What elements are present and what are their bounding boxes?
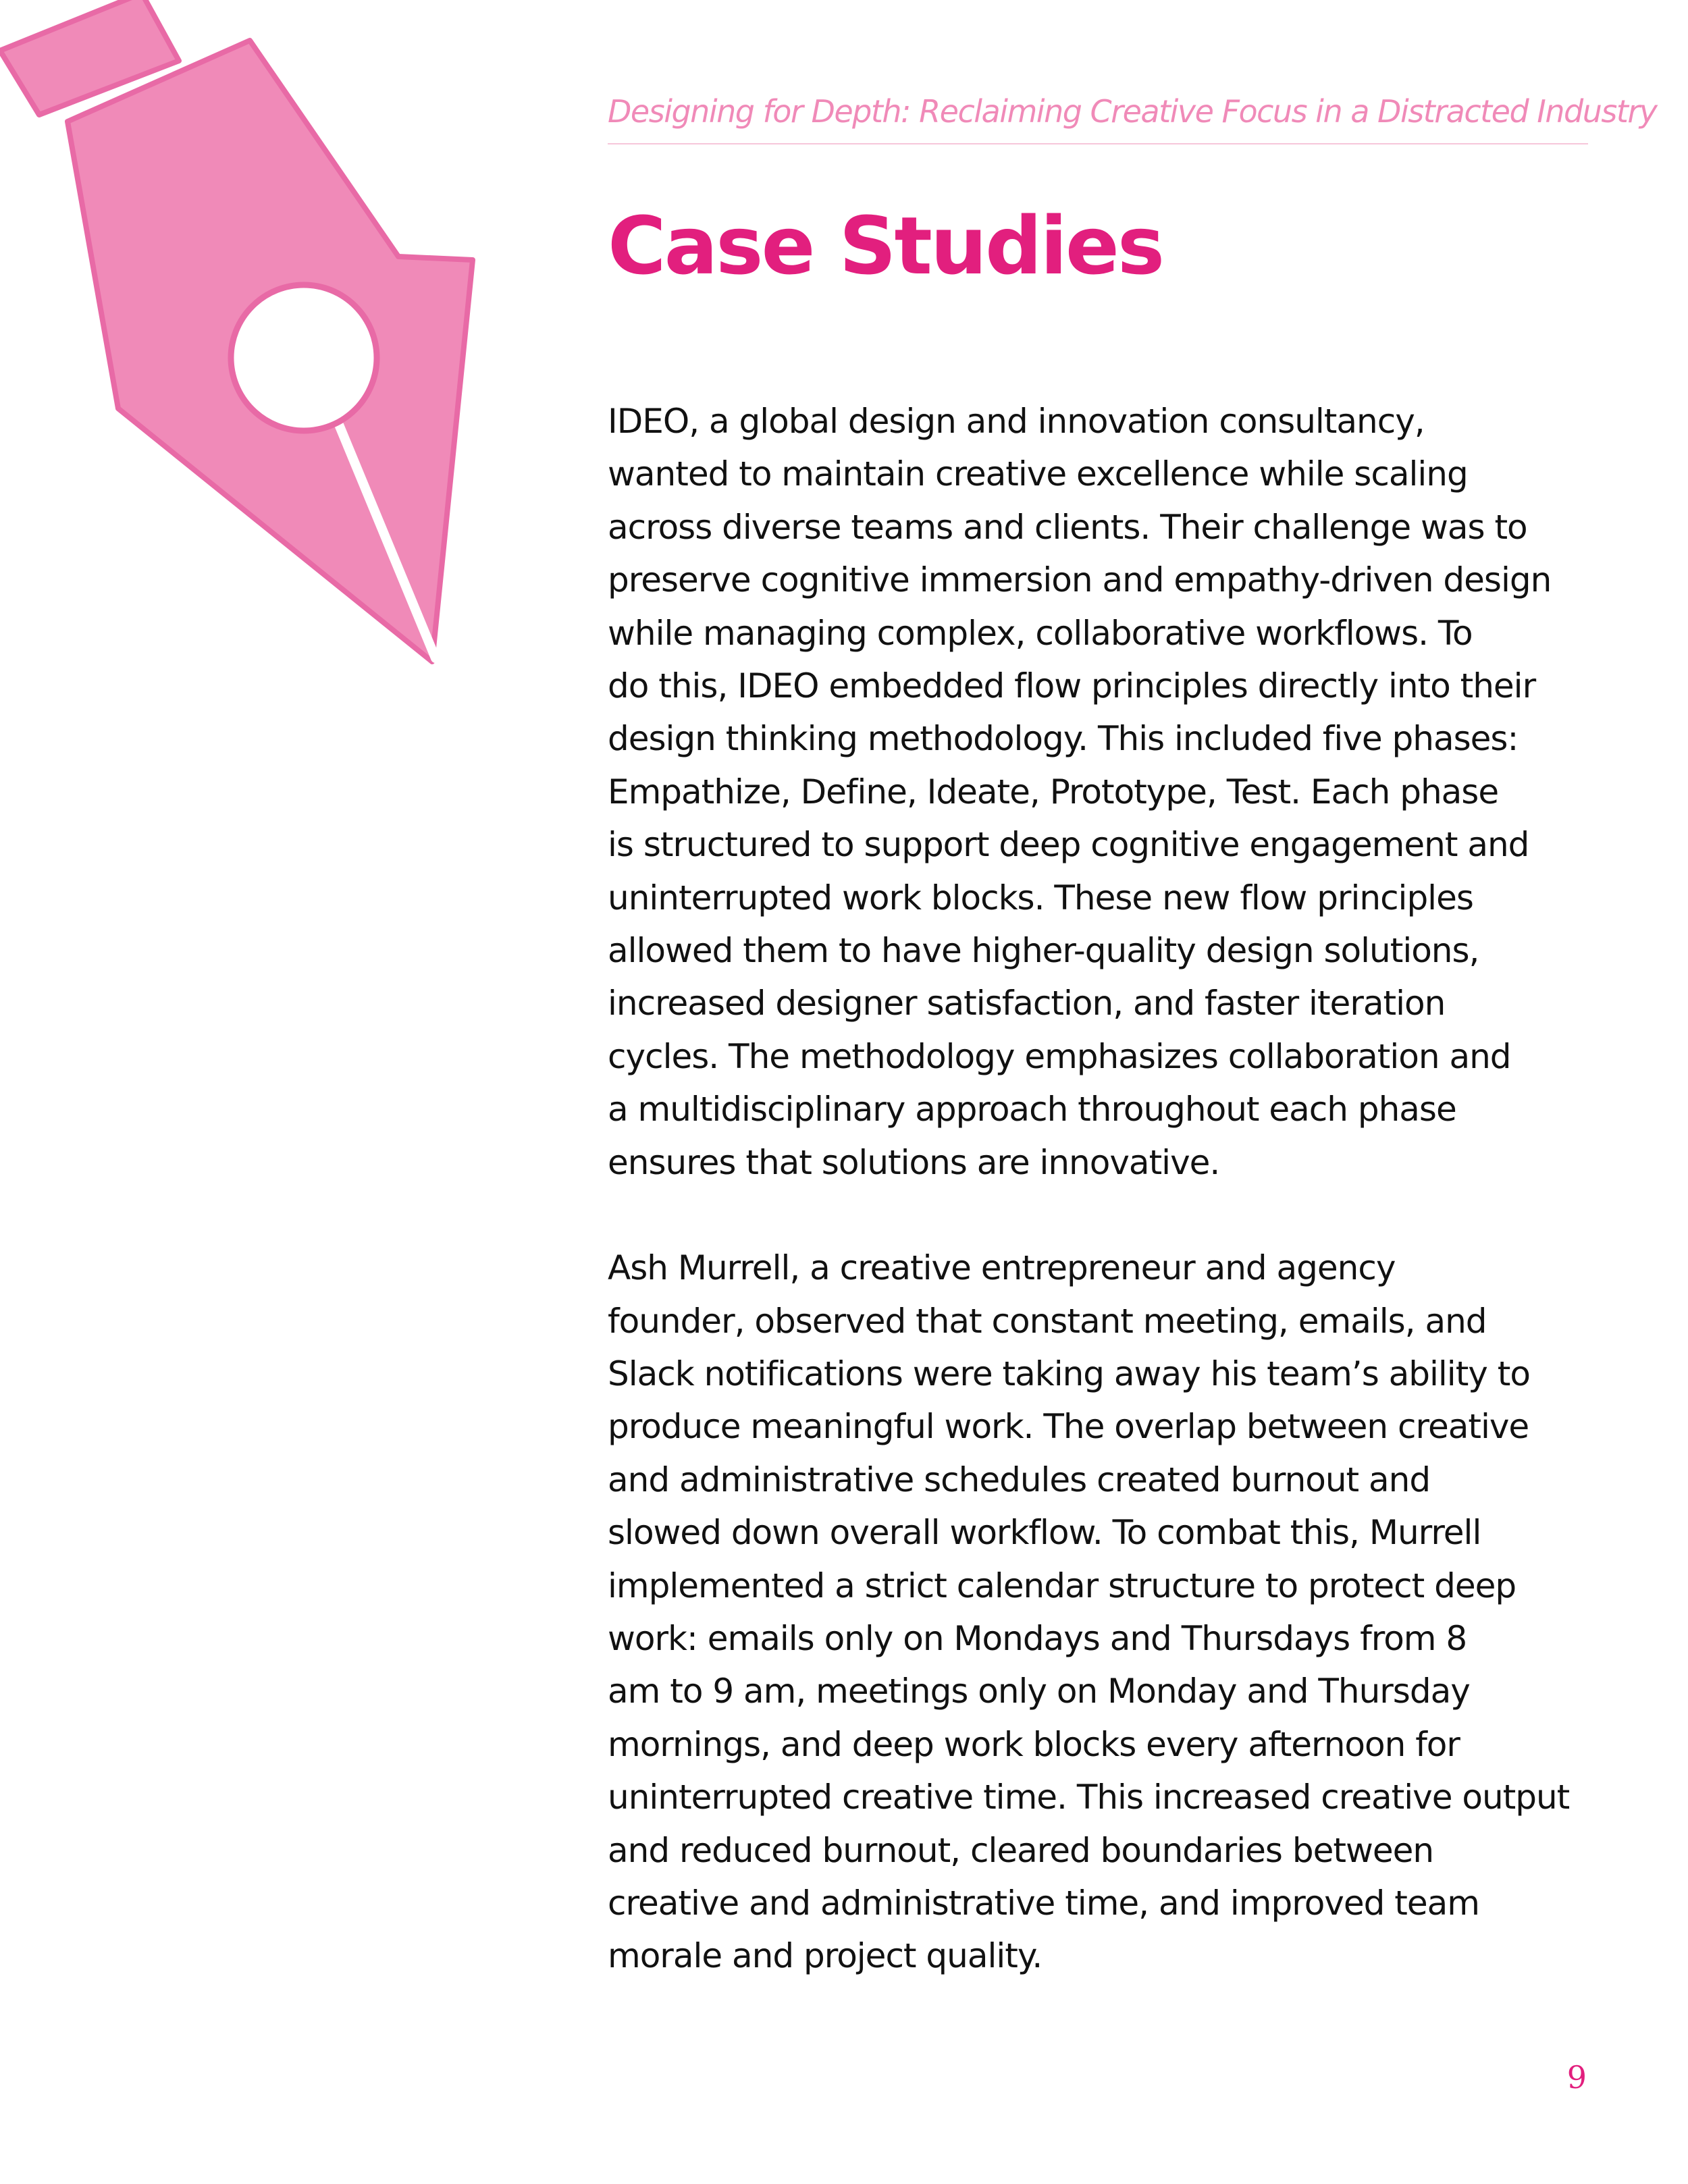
text-line: uninterrupted creative time. This increased creative output (608, 1778, 1570, 1817)
text-line: and administrative schedules created burnout and (608, 1460, 1431, 1499)
text-line: cycles. The methodology emphasizes collaboration and (608, 1036, 1511, 1076)
text-line: am to 9 am, meetings only on Monday and Thursday (608, 1672, 1470, 1711)
text-line: is structured to support deep cognitive engagement and (608, 825, 1529, 865)
text-line: slowed down overall workflow. To combat this, Murrell (608, 1513, 1481, 1553)
pen-nib-icon (0, 0, 486, 675)
body-text (608, 395, 1607, 2035)
text-line: while managing complex, collaborative workflows. To (608, 613, 1473, 653)
page-title: Case Studies (608, 199, 1163, 292)
paragraph-ash-murrell (608, 1242, 1607, 1983)
text-line: wanted to maintain creative excellence while scaling (608, 454, 1468, 494)
text-line: creative and administrative time, and improved team (608, 1883, 1479, 1923)
text-line: uninterrupted work blocks. These new flow principles (608, 878, 1473, 917)
paragraph-ideo (608, 395, 1607, 1189)
text-line: a multidisciplinary approach throughout each phase (608, 1090, 1456, 1129)
text-line: across diverse teams and clients. Their challenge was to (608, 507, 1527, 547)
text-line: ensures that solutions are innovative. (608, 1142, 1220, 1182)
text-line: implemented a strict calendar structure to protect deep (608, 1566, 1516, 1605)
text-line: do this, IDEO embedded flow principles directly into their (608, 666, 1536, 706)
text-line: IDEO, a global design and innovation consultancy, (608, 402, 1425, 441)
page-number: 9 (1566, 2059, 1587, 2096)
text-line: founder, observed that constant meeting, emails, and (608, 1301, 1487, 1341)
header-divider (608, 143, 1588, 144)
text-line: mornings, and deep work blocks every afternoon for (608, 1724, 1460, 1764)
text-line: Empathize, Define, Ideate, Prototype, Test. Each phase (608, 772, 1499, 811)
running-header: Designing for Depth: Reclaiming Creative Focus in a Distracted Industry (608, 93, 1657, 130)
text-line: Slack notifications were taking away his team’s ability to (608, 1354, 1530, 1393)
text-line: produce meaningful work. The overlap between creative (608, 1407, 1529, 1447)
text-line: preserve cognitive immersion and empathy-driven design (608, 560, 1552, 600)
text-line: design thinking methodology. This included five phases: (608, 719, 1519, 759)
text-line: increased designer satisfaction, and faster iteration (608, 984, 1446, 1023)
text-line: Ash Murrell, a creative entrepreneur and agency (608, 1248, 1396, 1288)
text-line: allowed them to have higher-quality design solutions, (608, 931, 1479, 971)
text-line: work: emails only on Mondays and Thursdays from 8 (608, 1618, 1467, 1658)
text-line: and reduced burnout, cleared boundaries between (608, 1830, 1434, 1870)
text-line: morale and project quality. (608, 1936, 1043, 1976)
